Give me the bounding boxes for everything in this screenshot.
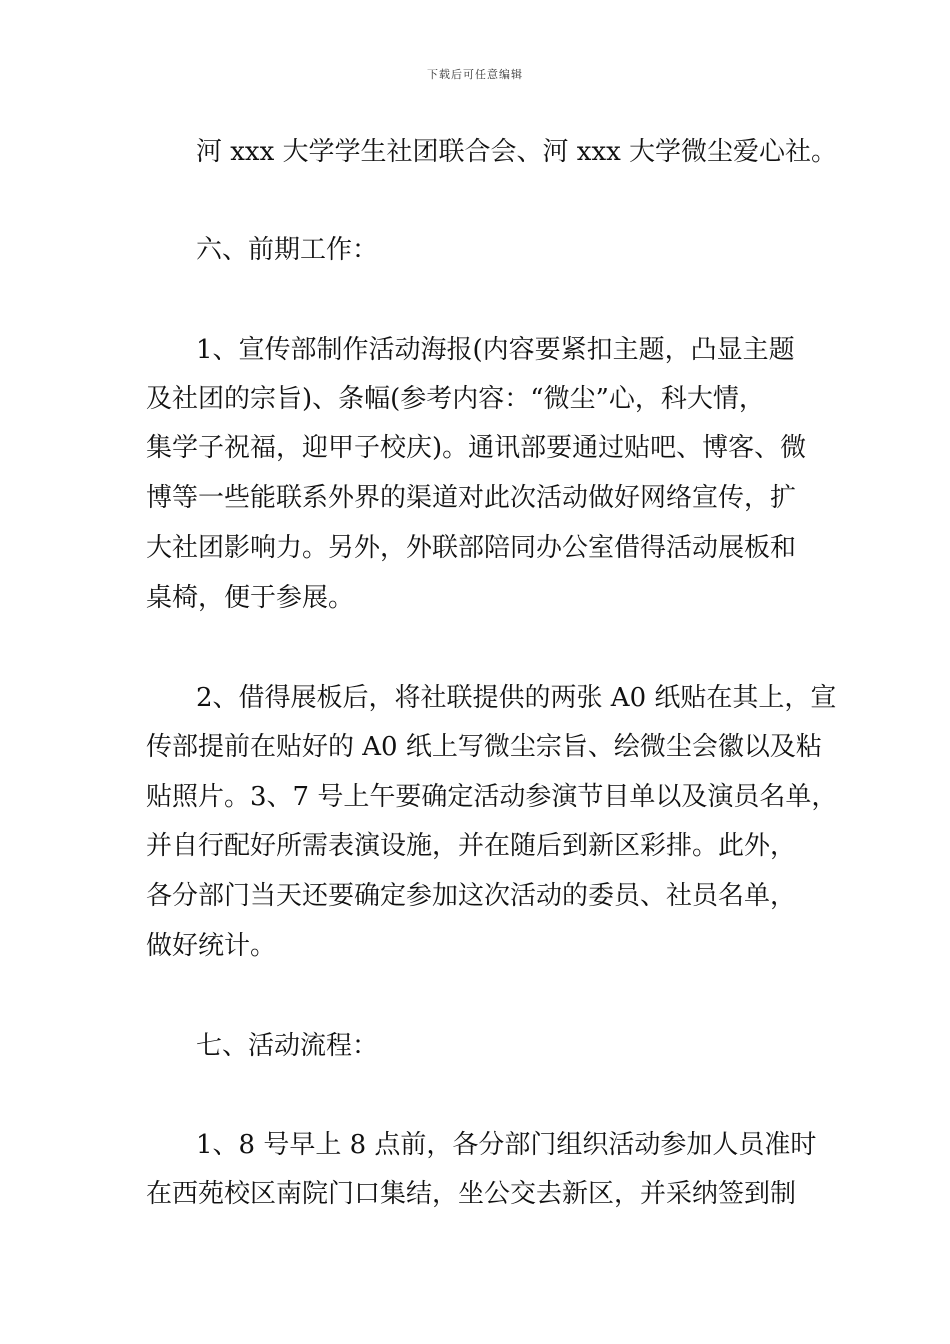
paragraph-line: 大社团影响力。另外，外联部陪同办公室借得活动展板和 [146, 533, 797, 563]
section-heading-preparation: 六、前期工作： [196, 235, 379, 265]
paragraph-line: 2、借得展板后，将社联提供的两张 A0 纸贴在其上，宣 [196, 683, 837, 713]
paragraph-line: 及社团的宗旨)、条幅(参考内容：“微尘”心，科大情， [146, 384, 765, 414]
paragraph-line: 博等一些能联系外界的渠道对此次活动做好网络宣传，扩 [146, 483, 797, 513]
organizer-line: 河 xxx 大学学生社团联合会、河 xxx 大学微尘爱心社。 [196, 137, 838, 167]
paragraph-line: 各分部门当天还要确定参加这次活动的委员、社员名单， [146, 881, 797, 911]
section-heading-process: 七、活动流程： [196, 1031, 379, 1061]
paragraph-line: 贴照片。3、7 号上午要确定活动参演节目单以及演员名单， [146, 782, 838, 812]
paragraph-line: 集学子祝福，迎甲子校庆)。通讯部要通过贴吧、博客、微 [146, 433, 807, 463]
paragraph-line: 桌椅，便于参展。 [146, 583, 355, 613]
download-note: 下载后可任意编辑 [427, 68, 523, 81]
paragraph-line: 传部提前在贴好的 A0 纸上写微尘宗旨、绘微尘会徽以及粘 [146, 732, 822, 762]
paragraph-line: 做好统计。 [146, 931, 277, 961]
paragraph-line: 1、8 号早上 8 点前，各分部门组织活动参加人员准时 [196, 1130, 817, 1160]
paragraph-line: 1、宣传部制作活动海报(内容要紧扣主题，凸显主题 [196, 335, 795, 365]
paragraph-line: 在西苑校区南院门口集结，坐公交去新区，并采纳签到制 [146, 1179, 797, 1209]
paragraph-line: 并自行配好所需表演设施，并在随后到新区彩排。此外， [146, 831, 797, 861]
